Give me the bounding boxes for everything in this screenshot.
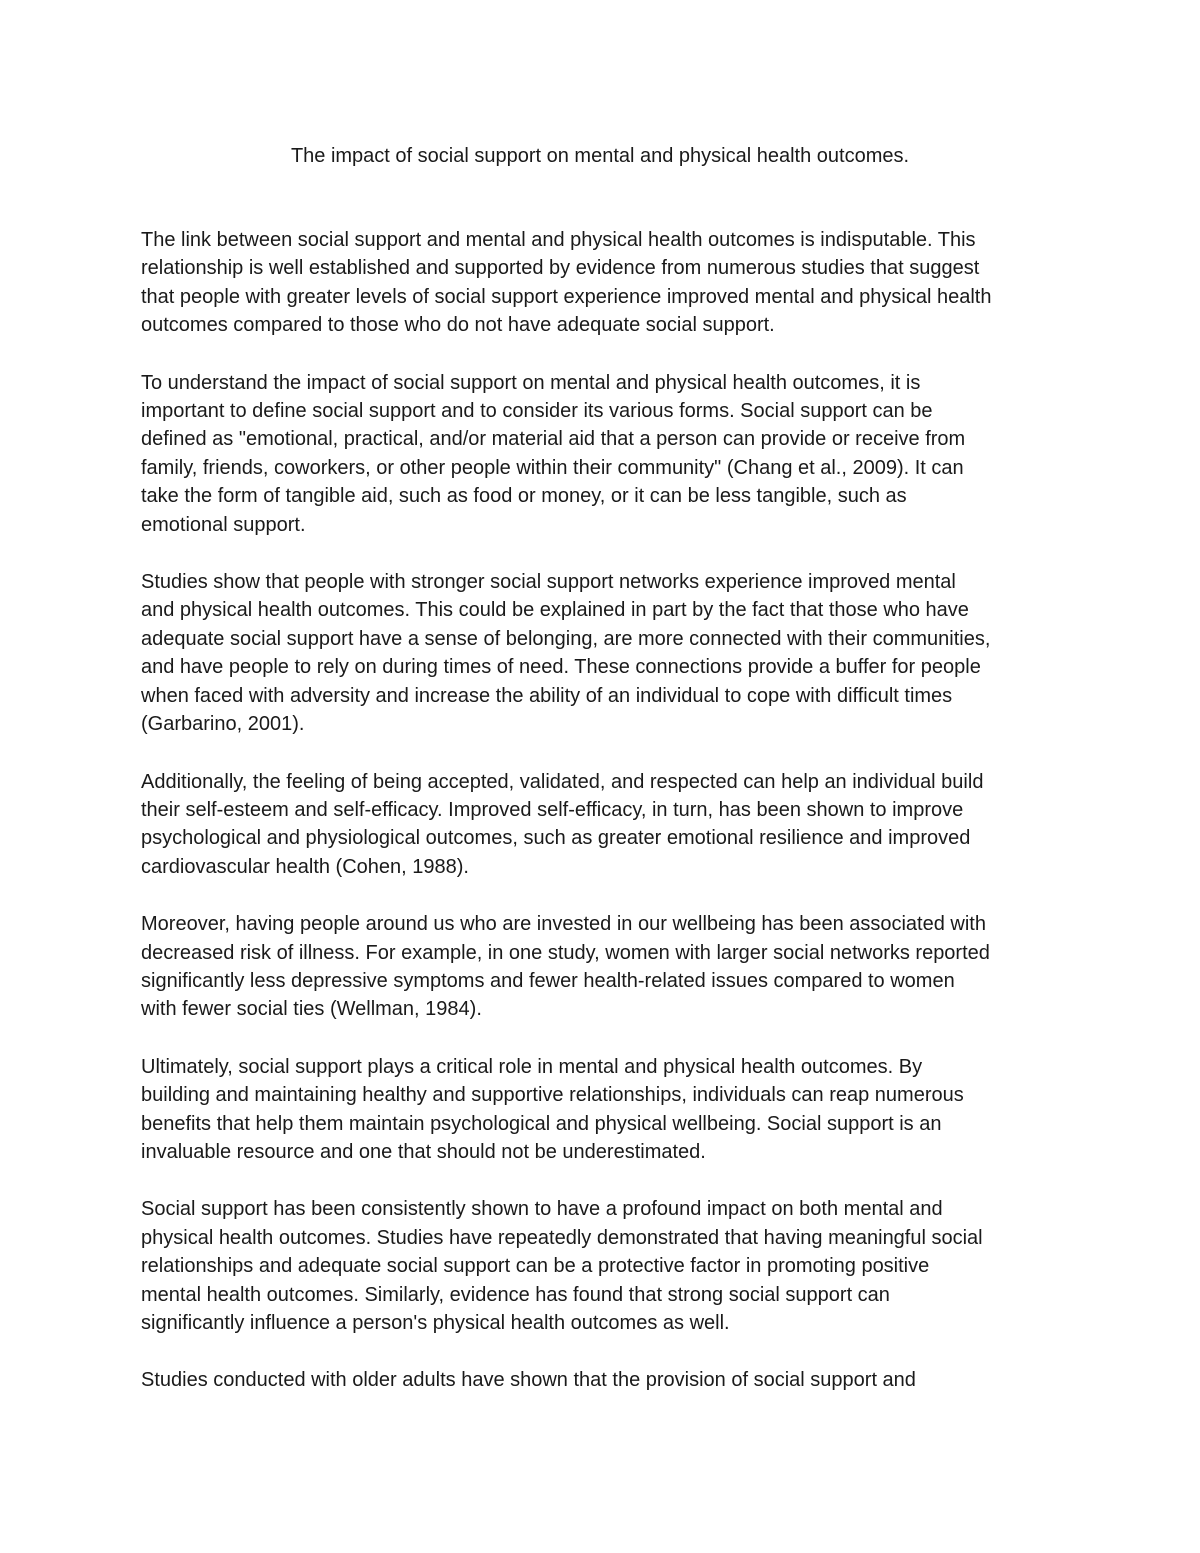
paragraph-7: Social support has been consistently shown to have a profound impact on both mental and physical health outcomes. Studies have repeatedly demonstrated that having meaningful social relationships and adequate social support can be a protective factor in promoting positive mental health outcomes. Similarly, evidence has found that strong social support can significantly influence a person's physical health outcomes as well. bbox=[141, 1198, 983, 1334]
paragraph-4: Additionally, the feeling of being accepted, validated, and respected can help an individual build their self-esteem and self-efficacy. Improved self-efficacy, in turn, has been shown to improve psychological and physiological outcomes, such as greater emotional resilience and improved cardiovascular health (Cohen, 1988). bbox=[141, 770, 984, 878]
document-body bbox=[141, 226, 1066, 1424]
paragraph-2: To understand the impact of social support on mental and physical health outcomes, it is important to define social support and to consider its various forms. Social support can be defined as "emotional, practical, and/or material aid that a person can provide or receive from family, friends, coworkers, or other people within their community" (Chang et al., 2009). It can take the form of tangible aid, such as food or money, or it can be less tangible, such as emotional support. bbox=[141, 371, 966, 536]
paragraph-1: The link between social support and mental and physical health outcomes is indisputable. This relationship is well established and supported by evidence from numerous studies that suggest that people with greater levels of social support experience improved mental and physical health outcomes compared to those who do not have adequate social support. bbox=[141, 229, 992, 337]
paragraph-5: Moreover, having people around us who are invested in our wellbeing has been associated with decreased risk of illness. For example, in one study, women with larger social networks reported significantly less depressive symptoms and fewer health-related issues compared to women with fewer social ties (Wellman, 1984). bbox=[141, 913, 990, 1021]
paragraph-3: Studies show that people with stronger social support networks experience improved mental and physical health outcomes. This could be explained in part by the fact that those who have adequate social support have a sense of belonging, are more connected with their communities, and have people to rely on during times of need. These connections provide a buffer for people when faced with adversity and increase the ability of an individual to cope with difficult times (Garbarino, 2001). bbox=[141, 571, 991, 736]
paragraph-8: Studies conducted with older adults have shown that the provision of social support and bbox=[141, 1369, 916, 1392]
document-title: The impact of social support on mental and physical health outcomes. bbox=[290, 145, 910, 167]
paragraph-6: Ultimately, social support plays a critical role in mental and physical health outcomes. By building and maintaining healthy and supportive relationships, individuals can reap numerous benefits that help them maintain psychological and physical wellbeing. Social support is an invaluable resource and one that should not be underestimated. bbox=[141, 1055, 964, 1163]
